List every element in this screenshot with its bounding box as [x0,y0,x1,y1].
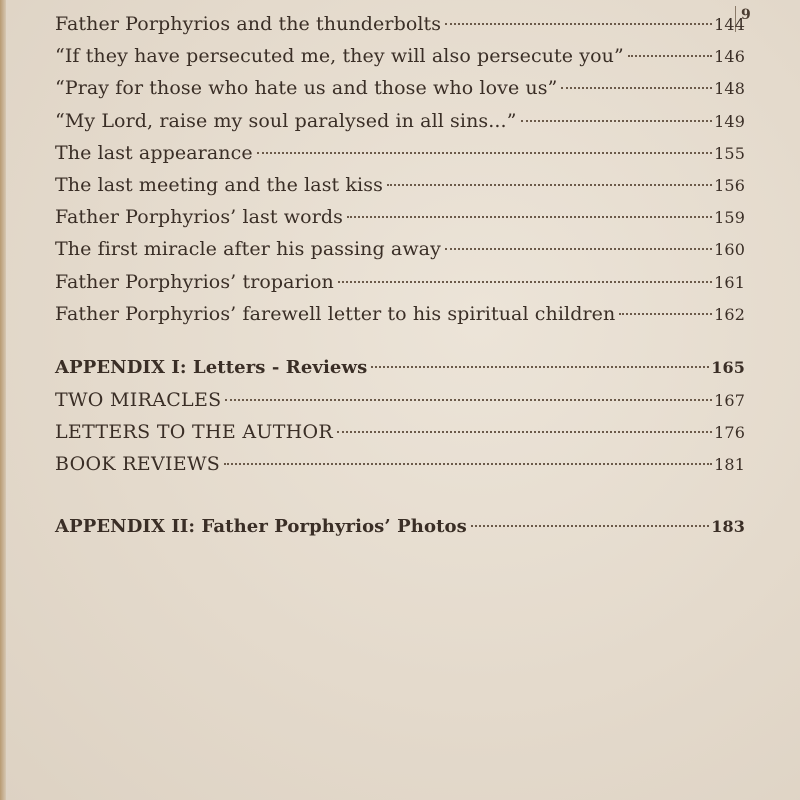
appendix-2-heading [55,511,745,543]
dot-leader [619,313,712,315]
toc-entry [55,40,745,72]
toc-entry-title: The first miracle after his passing away [55,238,441,261]
toc-entry-page: 149 [714,111,745,131]
toc-entry-title: The last appearance [55,141,253,164]
toc-entry-page: 144 [714,15,745,34]
dot-leader [628,55,712,57]
dot-leader [387,184,712,186]
page-number: 9 [735,6,751,32]
toc-entry-page: 165 [711,357,745,377]
dot-leader [471,525,709,527]
toc-entry-page: 161 [714,272,745,292]
toc-entry [55,137,745,169]
toc-entry [55,169,745,201]
toc-entry-title: Father Porphyrios’ farewell letter to his spiritual children [55,302,616,325]
toc-entry-title: The last meeting and the last kiss [55,173,383,196]
toc-entry [55,448,745,480]
toc-entry [55,201,745,233]
toc-entry [55,105,745,137]
toc-entry-title: “My Lord, raise my soul paralysed in all sins...” [55,109,517,132]
toc-entry [55,266,745,298]
toc-entry-page: 162 [714,304,745,324]
dot-leader [337,431,712,433]
table-of-contents [55,8,745,543]
toc-entry-page: 148 [714,79,745,99]
toc-entry-title: Father Porphyrios’ troparion [55,270,334,293]
toc-entry [55,8,745,40]
toc-entry [55,72,745,104]
section-spacer [55,330,745,352]
toc-entry-title: “If they have persecuted me, they will also persecute you” [55,45,624,68]
toc-entry-page: 176 [714,423,745,443]
dot-leader [561,87,712,89]
dot-leader [338,281,712,283]
dot-leader [445,248,712,250]
toc-entry-page: 160 [714,240,745,260]
toc-entry-title: Father Porphyrios’ last words [55,206,343,229]
toc-entry [55,384,745,416]
dot-leader [257,152,712,154]
toc-entry-title: TWO MIRACLES [55,389,222,412]
page-edge [0,0,6,800]
toc-entry-page: 159 [714,208,745,228]
toc-entry-page: 167 [714,391,745,411]
toc-entry-title: APPENDIX II: Father Porphyrios’ Photos [55,515,467,537]
toc-entry-title: APPENDIX I: Letters - Reviews [55,356,368,378]
toc-entry-page: 181 [714,455,745,475]
section-spacer [55,481,745,511]
toc-entry-title: LETTERS TO THE AUTHOR [55,421,334,444]
toc-entry [55,298,745,330]
dot-leader [224,463,712,465]
dot-leader [445,23,712,25]
dot-leader [371,366,709,368]
dot-leader [347,216,712,218]
toc-entry-title: BOOK REVIEWS [55,453,221,476]
toc-entry-page: 183 [711,516,745,536]
toc-entry [55,416,745,448]
dot-leader [521,120,713,122]
toc-entry-title: “Pray for those who hate us and those who love us” [55,77,558,100]
dot-leader [225,399,712,401]
toc-entry-page: 156 [714,175,745,195]
appendix-1-heading [55,352,745,384]
toc-entry-page: 146 [714,47,745,67]
toc-entry [55,233,745,265]
toc-entry-title: Father Porphyrios and the thunderbolts [55,13,442,35]
toc-entry-page: 155 [714,143,745,163]
